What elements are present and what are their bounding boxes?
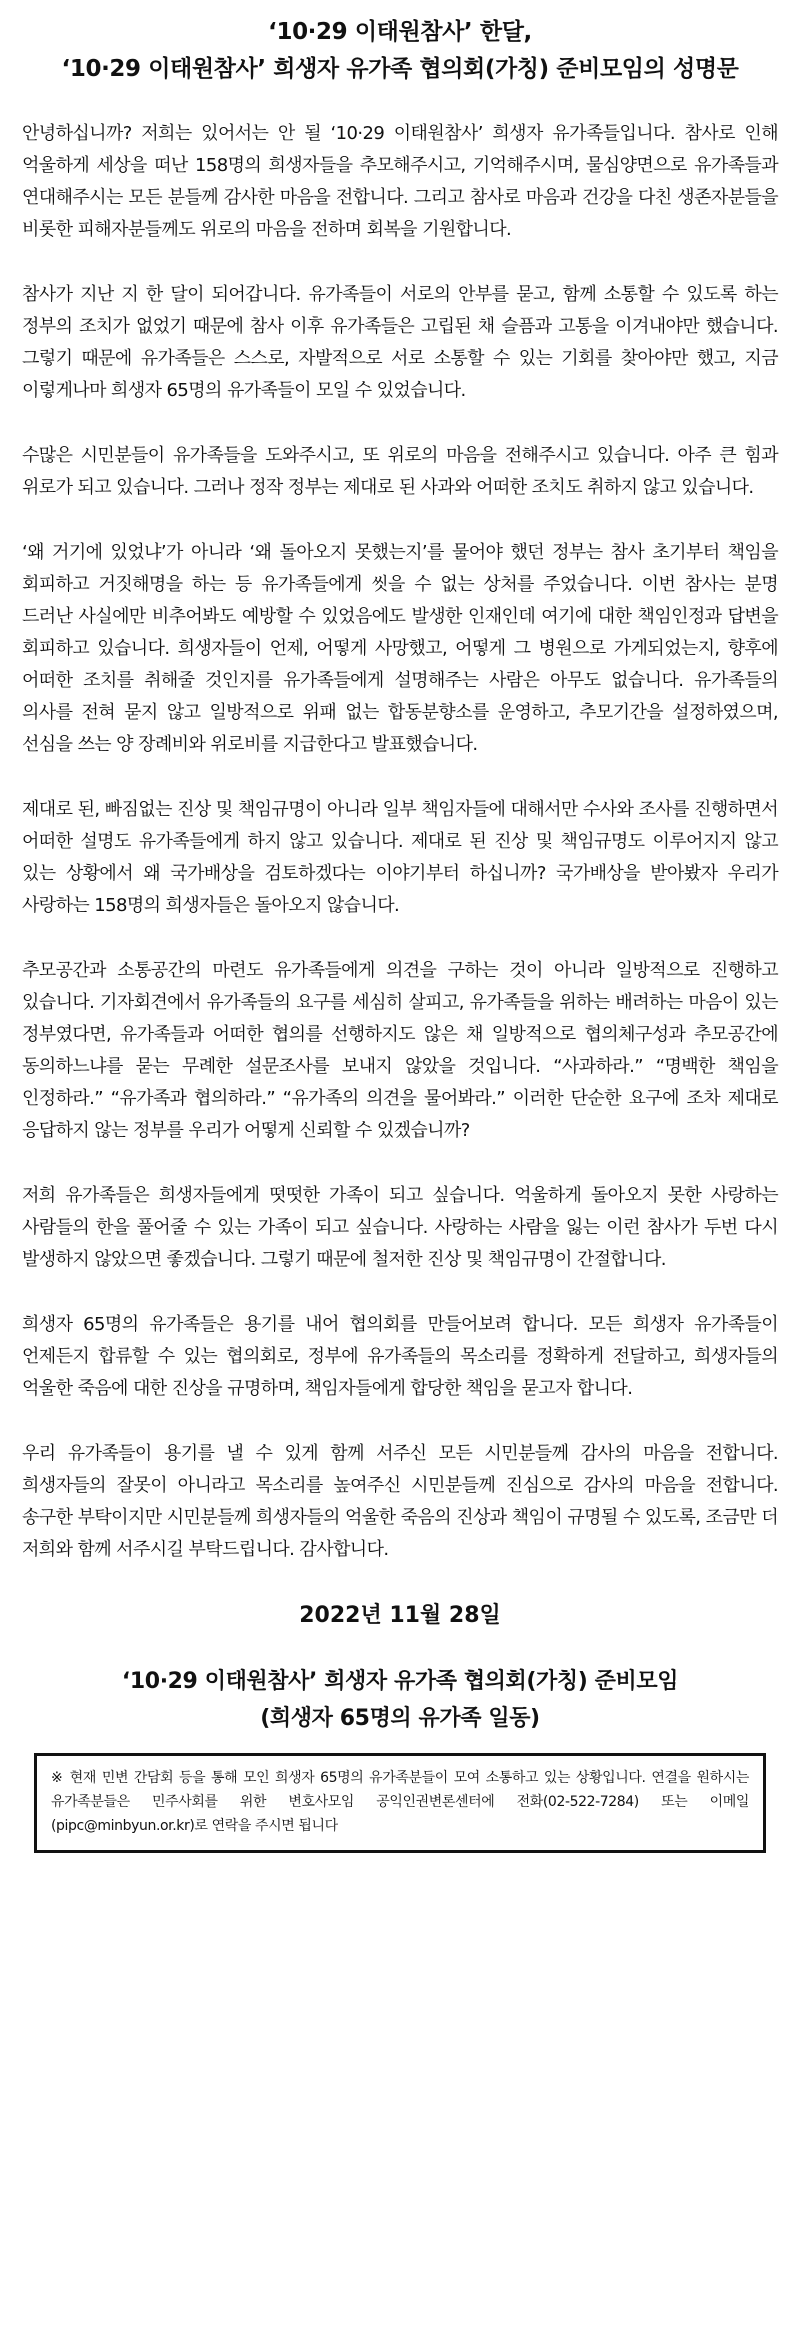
paragraph-council: 희생자 65명의 유가족들은 용기를 내어 협의회를 만들어보려 합니다. 모든 희생자 유가족들이 언제든지 합류할 수 있는 협의회로, 정부에 유가족들의 목소리를 정확하게 전달하고, 희생자들의 억울한 죽음에 대한 진상을 규명하며, 책임자들에게 합당한 책임을 묻고자 합니다. (22, 1314, 778, 1399)
paragraph-one-month: 참사가 지난 지 한 달이 되어갑니다. 유가족들이 서로의 안부를 묻고, 함께 소통할 수 있도록 하는 정부의 조치가 없었기 때문에 참사 이후 유가족들은 고립된 채 슬픔과 고통을 이겨내야만 했습니다. 그렇기 때문에 유가족들은 스스로, 자발적으로 서로 소통할 수 있는 기회를 찾아야만 했고, 지금 이렇게나마 희생자 65명의 유가족들이 모일 수 있었습니다. (22, 284, 778, 401)
signature-line-1: ‘10·29 이태원참사’ 희생자 유가족 협의회(가칭) 준비모임 (121, 1669, 679, 1694)
statement-date: 2022년 11월 28일 (299, 1603, 501, 1628)
statement-title (22, 14, 778, 88)
paragraph-investigation: 제대로 된, 빠짐없는 진상 및 책임규명이 아니라 일부 책임자들에 대해서만 수사와 조사를 진행하면서 어떠한 설명도 유가족들에게 하지 않고 있습니다. 제대로 된 진상 및 책임규명도 이루어지지 않고 있는 상황에서 왜 국가배상을 검토하겠다는 이야기부터 하십니까? 국가배상을 받아봤자 우리가 사랑하는 158명의 희생자들은 돌아오지 않습니다. (22, 799, 778, 916)
contact-notice-text: ※ 현재 민변 간담회 등을 통해 모인 희생자 65명의 유가족분들이 모여 소통하고 있는 상황입니다. 연결을 원하시는 유가족분들은 민주사회를 위한 변호사모임 공익인권변론센터에 전화(02-522-7284) 또는 이메일(pipc@minbyun.or.kr)로 연락을 주시면 됩니다 (51, 1770, 749, 1834)
contact-notice-box (34, 1753, 766, 1853)
title-line-2: ‘10·29 이태원참사’ 희생자 유가족 협의회(가칭) 준비모임의 성명문 (61, 56, 739, 82)
title-line-1: ‘10·29 이태원참사’ 한달, (268, 19, 532, 45)
paragraph-greeting: 안녕하십니까? 저희는 있어서는 안 될 ‘10·29 이태원참사’ 희생자 유가족들입니다. 참사로 인해 억울하게 세상을 떠난 158명의 희생자들을 추모해주시고, 기억해주시며, 물심양면으로 유가족들과 연대해주시는 모든 분들께 감사한 마음을 전합니다. 그리고 참사로 마음과 건강을 다친 생존자분들을 비롯한 피해자분들께도 위로의 마음을 전하며 회복을 기원합니다. (22, 123, 778, 240)
paragraph-government-response: ‘왜 거기에 있었냐’가 아니라 ‘왜 돌아오지 못했는지’를 물어야 했던 정부는 참사 초기부터 책임을 회피하고 거짓해명을 하는 등 유가족들에게 씻을 수 없는 상처를 주었습니다. 이번 참사는 분명 드러난 사실에만 비추어봐도 예방할 수 있었음에도 발생한 인재인데 여기에 대한 책임인정과 답변을 회피하고 있습니다. 희생자들이 언제, 어떻게 사망했고, 어떻게 그 병원으로 가게되었는지, 향후에 어떠한 조치를 취해줄 것인지를 유가족들에게 설명해주는 사람은 아무도 없습니다. 유가족들의 의사를 전혀 묻지 않고 일방적으로 위패 없는 합동분향소를 운영하고, 추모기간을 설정하였으며, 선심을 쓰는 양 장례비와 위로비를 지급한다고 발표했습니다. (22, 542, 778, 755)
paragraph-thanks: 우리 유가족들이 용기를 낼 수 있게 함께 서주신 모든 시민분들께 감사의 마음을 전합니다. 희생자들의 잘못이 아니라고 목소리를 높여주신 시민분들께 진심으로 감사의 마음을 전합니다. 송구한 부탁이지만 시민분들께 희생자들의 억울한 죽음의 진상과 책임이 규명될 수 있도록, 조금만 더 저희와 함께 서주시길 부탁드립니다. 감사합니다. (22, 1443, 778, 1560)
statement-body (22, 118, 778, 1566)
paragraph-citizens: 수많은 시민분들이 유가족들을 도와주시고, 또 위로의 마음을 전해주시고 있습니다. 아주 큰 힘과 위로가 되고 있습니다. 그러나 정작 정부는 제대로 된 사과와 어떠한 조치도 취하지 않고 있습니다. (22, 445, 778, 498)
signature-line-2: (희생자 65명의 유가족 일동) (260, 1706, 540, 1731)
paragraph-memorial-space: 추모공간과 소통공간의 마련도 유가족들에게 의견을 구하는 것이 아니라 일방적으로 진행하고 있습니다. 기자회견에서 유가족들의 요구를 세심히 살피고, 유가족들을 위하는 배려하는 마음이 있는 정부였다면, 유가족들과 어떠한 협의를 선행하지도 않은 채 일방적으로 협의체구성과 추모공간에 동의하느냐를 묻는 무례한 설문조사를 보내지 않았을 것입니다. “사과하라.” “명백한 책임을 인정하라.” “유가족과 협의하라.” “유가족의 의견을 물어봐라.” 이러한 단순한 요구에 조차 제대로 응답하지 않는 정부를 우리가 어떻게 신뢰할 수 있겠습니까? (22, 960, 778, 1141)
paragraph-families-wish: 저희 유가족들은 희생자들에게 떳떳한 가족이 되고 싶습니다. 억울하게 돌아오지 못한 사랑하는 사람들의 한을 풀어줄 수 있는 가족이 되고 싶습니다. 사랑하는 사람을 잃는 이런 참사가 두번 다시 발생하지 않았으면 좋겠습니다. 그렇기 때문에 철저한 진상 및 책임규명이 간절합니다. (22, 1185, 778, 1270)
statement-signature (22, 1663, 778, 1737)
